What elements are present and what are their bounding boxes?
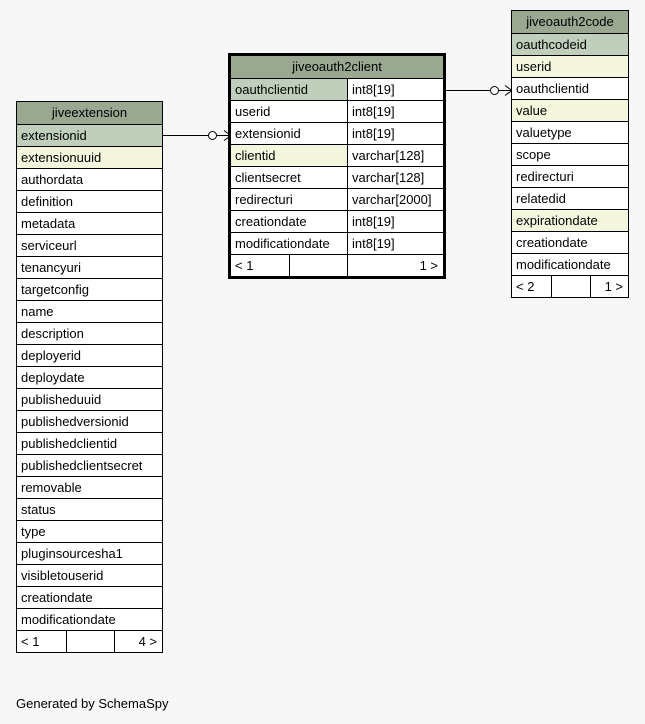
relation-extension-to-client <box>163 131 231 141</box>
column-name: serviceurl <box>21 238 77 253</box>
column-type: int8[19] <box>347 123 443 144</box>
column-name: authordata <box>21 172 84 187</box>
column-row[interactable] <box>512 99 628 121</box>
column-row[interactable] <box>17 586 162 608</box>
table-footer <box>512 275 628 297</box>
table-footer <box>231 254 443 276</box>
table-header[interactable] <box>231 56 443 78</box>
column-row[interactable] <box>231 232 443 254</box>
column-name: extensionuuid <box>17 147 162 168</box>
column-row[interactable] <box>17 146 162 168</box>
column-name: type <box>21 524 46 539</box>
column-name: modificationdate <box>516 257 611 272</box>
column-row[interactable] <box>512 77 628 99</box>
column-type: int8[19] <box>347 211 443 232</box>
column-name: redirecturi <box>235 192 293 207</box>
column-name: description <box>21 326 84 341</box>
column-row[interactable] <box>17 542 162 564</box>
column-row[interactable] <box>512 231 628 253</box>
footer-spacer <box>66 631 118 652</box>
column-type: varchar[128] <box>347 145 443 166</box>
children-count: 1 > <box>347 255 443 276</box>
generated-by-label: Generated by SchemaSpy <box>16 696 169 711</box>
column-name: creationdate <box>21 590 93 605</box>
column-row[interactable] <box>17 300 162 322</box>
column-row[interactable] <box>231 144 443 166</box>
table-title: jiveextension <box>51 105 128 120</box>
column-row[interactable] <box>17 608 162 630</box>
column-name: oauthcodeid <box>512 34 628 55</box>
footer-spacer <box>551 276 590 297</box>
column-name: definition <box>21 194 74 209</box>
column-name: userid <box>512 56 628 77</box>
column-type: int8[19] <box>347 79 443 100</box>
column-row[interactable] <box>231 100 443 122</box>
column-row[interactable] <box>17 520 162 542</box>
column-row[interactable] <box>17 256 162 278</box>
column-type: int8[19] <box>347 101 443 122</box>
column-name: pluginsourcesha1 <box>21 546 123 561</box>
column-row[interactable] <box>17 476 162 498</box>
column-type: int8[19] <box>347 233 443 254</box>
column-name: valuetype <box>516 125 572 140</box>
column-row[interactable] <box>231 188 443 210</box>
column-row[interactable] <box>17 388 162 410</box>
column-name: deployerid <box>21 348 81 363</box>
column-row[interactable] <box>17 410 162 432</box>
column-name: creationdate <box>235 214 307 229</box>
column-name: creationdate <box>516 235 588 250</box>
column-type: varchar[128] <box>347 167 443 188</box>
column-name: clientid <box>231 145 347 166</box>
column-name: metadata <box>21 216 76 231</box>
relation-client-to-code <box>445 86 512 96</box>
column-name: relatedid <box>516 191 566 206</box>
column-row[interactable] <box>512 55 628 77</box>
column-row[interactable] <box>17 366 162 388</box>
column-name: status <box>21 502 56 517</box>
children-count: 1 > <box>590 276 628 297</box>
column-row[interactable] <box>17 564 162 586</box>
footer-spacer <box>289 255 346 276</box>
column-name: expirationdate <box>512 210 628 231</box>
column-row[interactable] <box>17 432 162 454</box>
column-type: varchar[2000] <box>347 189 443 210</box>
column-name: publishedclientid <box>21 436 118 451</box>
column-row[interactable] <box>17 190 162 212</box>
column-row[interactable] <box>231 210 443 232</box>
column-row[interactable] <box>231 78 443 100</box>
parents-count: < 1 <box>21 634 40 649</box>
column-row[interactable] <box>17 322 162 344</box>
column-row[interactable] <box>17 124 162 146</box>
column-row[interactable] <box>231 166 443 188</box>
column-name: modificationdate <box>21 612 116 627</box>
column-name: extensionid <box>17 125 162 146</box>
column-row[interactable] <box>512 165 628 187</box>
column-name: name <box>21 304 54 319</box>
table-jiveoauth2code[interactable] <box>511 10 629 298</box>
column-row[interactable] <box>17 344 162 366</box>
column-row[interactable] <box>17 234 162 256</box>
column-name: tenancyuri <box>21 260 81 275</box>
column-row[interactable] <box>512 253 628 275</box>
column-name: publisheduuid <box>21 392 102 407</box>
column-row[interactable] <box>17 168 162 190</box>
table-jiveextension[interactable] <box>16 101 163 653</box>
column-name: clientsecret <box>235 170 301 185</box>
parents-count: < 1 <box>235 258 254 273</box>
column-name: scope <box>516 147 551 162</box>
column-row[interactable] <box>17 278 162 300</box>
table-title: jiveoauth2code <box>526 14 614 29</box>
column-name: oauthclientid <box>231 79 347 100</box>
column-name: extensionid <box>235 126 301 141</box>
column-row[interactable] <box>512 143 628 165</box>
column-row[interactable] <box>17 454 162 476</box>
column-name: deploydate <box>21 370 85 385</box>
column-row[interactable] <box>17 212 162 234</box>
column-row[interactable] <box>231 122 443 144</box>
table-jiveoauth2client[interactable] <box>228 53 446 279</box>
column-name: oauthclientid <box>516 81 589 96</box>
column-name: modificationdate <box>235 236 330 251</box>
column-row[interactable] <box>512 187 628 209</box>
column-name: targetconfig <box>21 282 89 297</box>
table-footer <box>17 630 162 652</box>
column-row[interactable] <box>512 121 628 143</box>
column-name: visibletouserid <box>21 568 104 583</box>
table-title: jiveoauth2client <box>292 59 382 74</box>
column-row[interactable] <box>17 498 162 520</box>
column-name: redirecturi <box>516 169 574 184</box>
column-name: userid <box>235 104 271 119</box>
column-name: publishedversionid <box>21 414 129 429</box>
column-name: value <box>512 100 628 121</box>
parents-count: < 2 <box>516 279 535 294</box>
table-header[interactable] <box>512 11 628 33</box>
column-row[interactable] <box>512 33 628 55</box>
table-header[interactable] <box>17 102 162 124</box>
column-name: removable <box>21 480 82 495</box>
column-row[interactable] <box>512 209 628 231</box>
column-name: publishedclientsecret <box>21 458 143 473</box>
children-count: 4 > <box>114 631 162 652</box>
